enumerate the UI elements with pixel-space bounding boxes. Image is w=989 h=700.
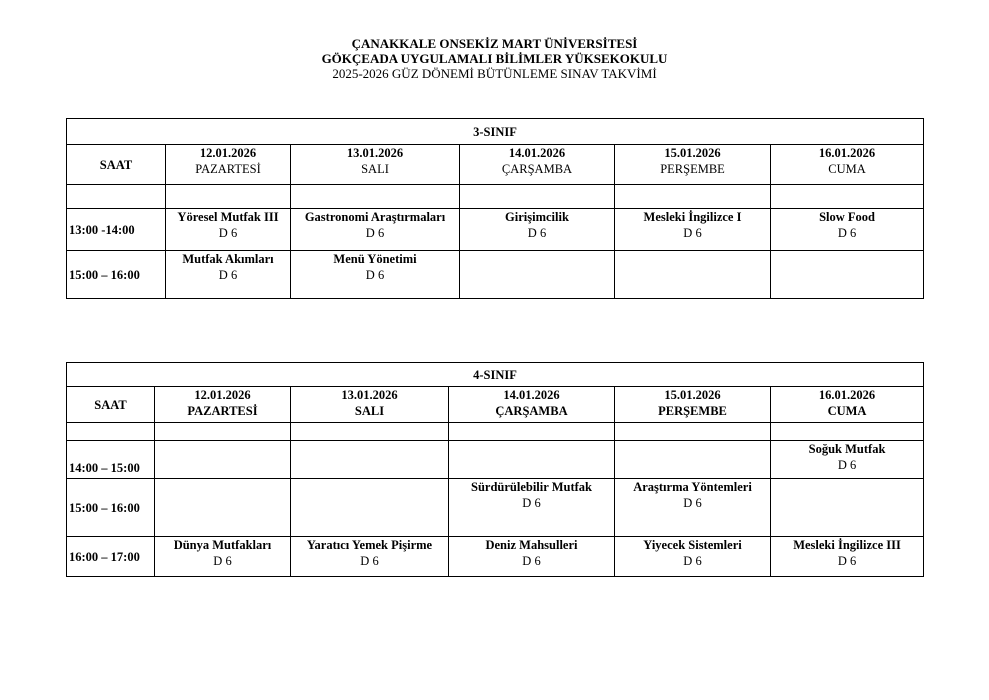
class-3-schedule-table xyxy=(66,118,924,299)
exam-cell xyxy=(291,479,449,537)
day-header xyxy=(155,387,291,423)
day-header xyxy=(166,145,291,185)
room: D 6 xyxy=(218,268,238,282)
course-name: Mutfak Akımları xyxy=(182,252,274,266)
day-header xyxy=(449,387,615,423)
document-header xyxy=(0,36,989,81)
empty-cell xyxy=(155,423,291,441)
day-header xyxy=(291,387,449,423)
time-slot: 15:00 – 16:00 xyxy=(67,479,155,537)
day-date: 12.01.2026 xyxy=(194,388,251,402)
day-name: PAZARTESİ xyxy=(187,404,258,418)
room: D 6 xyxy=(837,458,857,472)
course-name: Mesleki İngilizce III xyxy=(793,538,901,552)
room: D 6 xyxy=(522,554,541,568)
day-date: 13.01.2026 xyxy=(346,146,404,160)
day-header xyxy=(771,387,924,423)
day-name: PERŞEMBE xyxy=(660,162,725,176)
day-date: 16.01.2026 xyxy=(818,388,876,402)
room: D 6 xyxy=(360,554,379,568)
course-name: Gastronomi Araştırmaları xyxy=(304,210,446,224)
exam-cell xyxy=(291,251,460,299)
room: D 6 xyxy=(527,226,547,240)
university-name: ÇANAKKALE ONSEKİZ MART ÜNİVERSİTESİ xyxy=(351,36,638,51)
exam-cell xyxy=(771,441,924,479)
exam-cell xyxy=(166,251,291,299)
empty-cell xyxy=(166,185,291,209)
time-slot: 13:00 -14:00 xyxy=(67,209,166,251)
course-name: Yiyecek Sistemleri xyxy=(643,538,742,552)
day-header xyxy=(771,145,924,185)
exam-cell xyxy=(460,251,615,299)
exam-cell xyxy=(449,537,615,577)
day-date: 14.01.2026 xyxy=(503,388,560,402)
room: D 6 xyxy=(837,554,857,568)
course-name: Slow Food xyxy=(819,210,875,224)
class-title: 3-SINIF xyxy=(67,119,924,145)
exam-cell xyxy=(771,479,924,537)
saat-header: SAAT xyxy=(67,387,155,423)
day-name: CUMA xyxy=(828,162,866,176)
empty-cell xyxy=(291,423,449,441)
room: D 6 xyxy=(683,496,702,510)
empty-cell xyxy=(67,185,166,209)
day-name: SALI xyxy=(361,162,389,176)
room: D 6 xyxy=(365,268,385,282)
exam-cell xyxy=(291,537,449,577)
course-name: Menü Yönetimi xyxy=(333,252,417,266)
exam-cell xyxy=(771,251,924,299)
class-4-schedule-table xyxy=(66,362,924,577)
course-name: Dünya Mutfakları xyxy=(173,538,272,552)
course-name: Sürdürülebilir Mutfak xyxy=(471,480,592,494)
course-name: Araştırma Yöntemleri xyxy=(633,480,752,494)
exam-cell xyxy=(615,441,771,479)
course-name: Soğuk Mutfak xyxy=(808,442,886,456)
day-date: 13.01.2026 xyxy=(341,388,398,402)
course-name: Yöresel Mutfak III xyxy=(177,210,279,224)
exam-cell xyxy=(449,479,615,537)
exam-cell xyxy=(291,209,460,251)
exam-calendar-title: 2025-2026 GÜZ DÖNEMİ BÜTÜNLEME SINAV TAKVİMİ xyxy=(332,66,657,81)
day-date: 14.01.2026 xyxy=(508,146,566,160)
empty-cell xyxy=(615,423,771,441)
day-date: 15.01.2026 xyxy=(664,146,721,160)
course-name: Girişimcilik xyxy=(505,210,569,224)
course-name: Mesleki İngilizce I xyxy=(643,210,742,224)
exam-cell xyxy=(615,209,771,251)
day-header xyxy=(615,387,771,423)
room: D 6 xyxy=(522,496,541,510)
day-name: SALI xyxy=(354,404,385,418)
day-header xyxy=(291,145,460,185)
exam-cell xyxy=(615,251,771,299)
exam-cell xyxy=(155,537,291,577)
class-title: 4-SINIF xyxy=(67,363,924,387)
exam-cell xyxy=(460,209,615,251)
room: D 6 xyxy=(683,226,702,240)
empty-cell xyxy=(449,423,615,441)
empty-cell xyxy=(291,185,460,209)
room: D 6 xyxy=(683,554,702,568)
exam-cell xyxy=(155,479,291,537)
day-date: 12.01.2026 xyxy=(199,146,257,160)
time-slot: 16:00 – 17:00 xyxy=(67,537,155,577)
day-name: CUMA xyxy=(827,404,867,418)
room: D 6 xyxy=(837,226,857,240)
empty-cell xyxy=(771,185,924,209)
day-header xyxy=(615,145,771,185)
course-name: Deniz Mahsulleri xyxy=(485,538,578,552)
saat-header: SAAT xyxy=(67,145,166,185)
day-name: ÇARŞAMBA xyxy=(495,404,568,418)
exam-cell xyxy=(771,537,924,577)
school-name: GÖKÇEADA UYGULAMALI BİLİMLER YÜKSEKOKULU xyxy=(321,51,668,66)
empty-cell xyxy=(771,423,924,441)
exam-cell xyxy=(771,209,924,251)
exam-cell xyxy=(449,441,615,479)
time-slot: 15:00 – 16:00 xyxy=(67,251,166,299)
time-slot: 14:00 – 15:00 xyxy=(67,441,155,479)
exam-cell xyxy=(155,441,291,479)
exam-cell xyxy=(615,537,771,577)
day-name: ÇARŞAMBA xyxy=(501,162,573,176)
exam-cell xyxy=(166,209,291,251)
room: D 6 xyxy=(218,226,238,240)
day-date: 16.01.2026 xyxy=(818,146,876,160)
day-name: PERŞEMBE xyxy=(658,404,727,418)
day-date: 15.01.2026 xyxy=(664,388,721,402)
day-name: PAZARTESİ xyxy=(195,162,261,176)
empty-cell xyxy=(615,185,771,209)
room: D 6 xyxy=(213,554,232,568)
course-name: Yaratıcı Yemek Pişirme xyxy=(306,538,433,552)
room: D 6 xyxy=(365,226,385,240)
exam-cell xyxy=(615,479,771,537)
day-header xyxy=(460,145,615,185)
empty-cell xyxy=(460,185,615,209)
exam-cell xyxy=(291,441,449,479)
empty-cell xyxy=(67,423,155,441)
